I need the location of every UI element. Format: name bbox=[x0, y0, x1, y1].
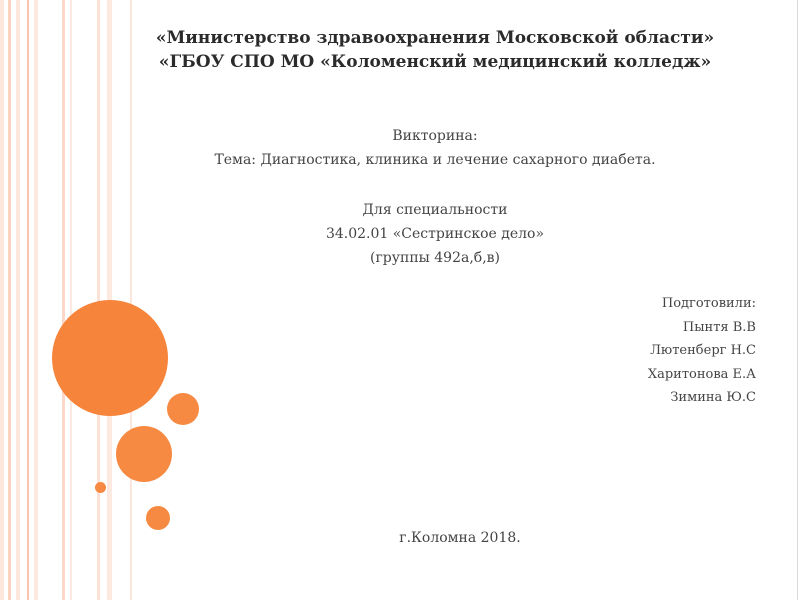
slide-border-line bbox=[797, 0, 798, 600]
decorative-stripe bbox=[34, 0, 38, 600]
decorative-circle-small bbox=[167, 393, 199, 425]
quiz-topic: Тема: Диагностика, клиника и лечение сахарного диабета. bbox=[214, 152, 656, 168]
specialty-groups: (группы 492а,б,в) bbox=[370, 250, 500, 266]
decorative-stripe bbox=[27, 0, 29, 600]
college-line: «ГБОУ СПО МО «Коломенский медицинский колледж» bbox=[158, 52, 712, 72]
institution-header bbox=[150, 26, 720, 74]
ministry-line: «Министерство здравоохранения Московской области» bbox=[155, 28, 715, 48]
decorative-circle-large bbox=[52, 300, 168, 416]
specialty-block bbox=[150, 198, 720, 270]
author-name: Зимина Ю.С bbox=[670, 390, 756, 405]
authors-label: Подготовили: bbox=[661, 296, 756, 311]
place-year-footer: г.Коломна 2018. bbox=[399, 530, 521, 546]
decorative-stripe bbox=[16, 0, 20, 600]
decorative-stripe bbox=[8, 0, 11, 600]
author-name: Лютенберг Н.С bbox=[650, 343, 756, 358]
decorative-circle-dot bbox=[95, 482, 106, 493]
decorative-stripe bbox=[0, 0, 4, 600]
specialty-label: Для специальности bbox=[362, 202, 508, 218]
decorative-stripe bbox=[130, 0, 132, 600]
author-name: Харитонова Е.А bbox=[647, 366, 756, 382]
decorative-circle-tiny bbox=[146, 506, 170, 530]
specialty-code: 34.02.01 «Сестринское дело» bbox=[325, 226, 545, 242]
decorative-stripe bbox=[70, 0, 72, 600]
authors-block bbox=[648, 292, 756, 410]
quiz-block bbox=[150, 124, 720, 172]
author-name: Пынтя В.В bbox=[682, 319, 756, 335]
decorative-stripe bbox=[62, 0, 65, 600]
decorative-circle-medium bbox=[116, 426, 172, 482]
quiz-label: Викторина: bbox=[392, 128, 478, 144]
